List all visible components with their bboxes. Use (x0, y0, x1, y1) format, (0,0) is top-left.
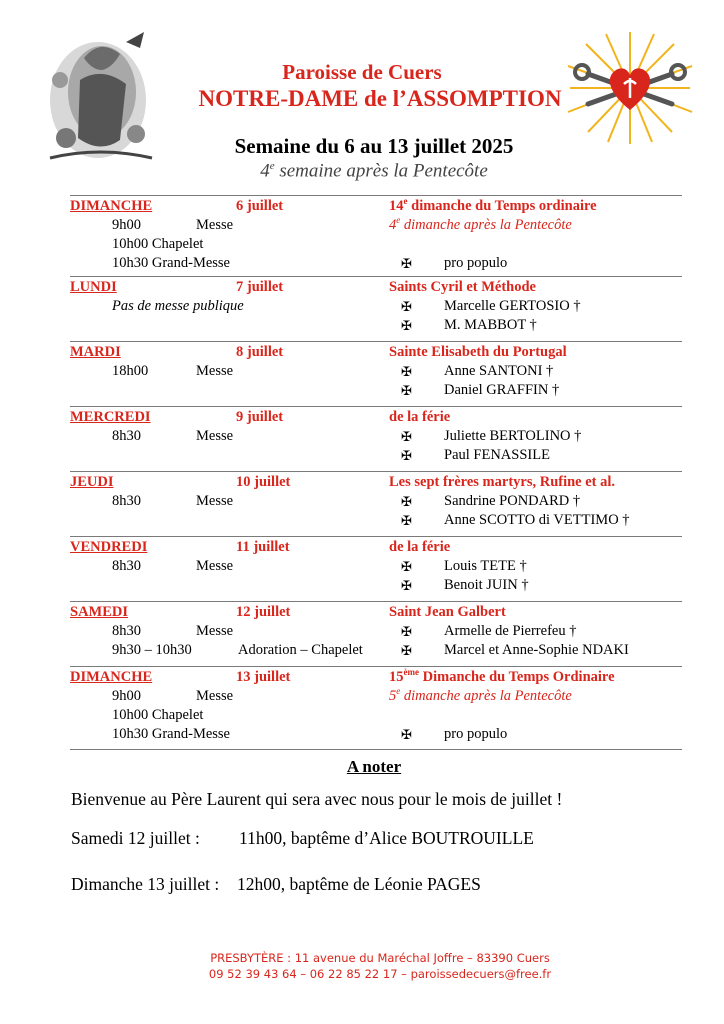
day-date: 10 juillet (236, 474, 291, 490)
mass-intention: Armelle de Pierrefeu † (444, 623, 577, 639)
day-name: JEUDI (70, 474, 114, 490)
day-date: 9 juillet (236, 409, 284, 425)
mass-intention: Paul FENASSILE (444, 447, 550, 463)
day-row-saturday (70, 601, 682, 666)
day-name: DIMANCHE (70, 669, 153, 685)
grand-mass-line: 10h30 Grand-Messe (112, 726, 230, 742)
feast-title: Les sept frères martyrs, Rufine et al. (389, 474, 616, 490)
day-row-monday (70, 276, 682, 341)
cross-icon: ✠ (401, 578, 412, 593)
day-row-tuesday (70, 341, 682, 406)
baptism-date: Dimanche 13 juillet : (71, 874, 220, 894)
feast-title: de la férie (389, 409, 451, 425)
mass-intention: Marcelle GERTOSIO † (444, 298, 581, 314)
day-name: DIMANCHE (70, 198, 153, 214)
cross-icon: ✠ (401, 494, 412, 509)
cross-icon: ✠ (401, 643, 412, 658)
cross-icon: ✠ (401, 318, 412, 333)
day-name: MERCREDI (70, 409, 151, 425)
mass-label: Messe (196, 493, 234, 509)
mass-label: Messe (196, 363, 234, 379)
cross-icon: ✠ (401, 364, 412, 379)
mass-time: 18h00 (112, 363, 149, 379)
mass-intention: pro populo (444, 255, 508, 271)
baptism-date: Samedi 12 juillet : (71, 828, 200, 848)
day-name: LUNDI (70, 279, 117, 295)
mass-time: 8h30 (112, 428, 141, 444)
cross-icon: ✠ (401, 383, 412, 398)
cross-icon: ✠ (401, 429, 412, 444)
day-name: VENDREDI (70, 539, 148, 555)
mass-intention: pro populo (444, 726, 508, 742)
mass-intention: Anne SANTONI † (444, 363, 554, 379)
feast-title: 14e dimanche du Temps ordinaire (389, 196, 597, 214)
feast-subtitle: 4e dimanche après la Pentecôte (389, 215, 572, 233)
baptism-text: 12h00, baptême de Léonie PAGES (237, 874, 481, 894)
feast-subtitle: 5e dimanche après la Pentecôte (389, 686, 572, 704)
feast-title: 15ème Dimanche du Temps Ordinaire (389, 667, 615, 685)
cross-icon: ✠ (401, 727, 412, 742)
mass-intention: Sandrine PONDARD † (444, 493, 581, 509)
grand-mass-line: 10h30 Grand-Messe (112, 255, 230, 271)
day-date: 11 juillet (236, 539, 290, 555)
day-row-thursday (70, 471, 682, 536)
feast-title: de la férie (389, 539, 451, 555)
mass-label: Messe (196, 428, 234, 444)
day-date: 12 juillet (236, 604, 291, 620)
weekly-schedule (70, 195, 682, 750)
cross-icon: ✠ (401, 299, 412, 314)
mass-time: 8h30 (112, 493, 141, 509)
feast-title: Sainte Elisabeth du Portugal (389, 344, 567, 360)
week-title: Semaine du 6 au 13 juillet 2025 (234, 134, 514, 158)
parish-name: Paroisse de Cuers (282, 60, 442, 84)
mass-intention: Marcel et Anne-Sophie NDAKI (444, 642, 629, 658)
welcome-note: Bienvenue au Père Laurent qui sera avec nous pour le mois de juillet ! (71, 789, 563, 809)
baptism-text: 11h00, baptême d’Alice BOUTROUILLE (239, 828, 534, 848)
day-date: 8 juillet (236, 344, 284, 360)
day-row-wednesday (70, 406, 682, 471)
day-date: 6 juillet (236, 198, 284, 214)
footer-address: PRESBYTÈRE : 11 avenue du Maréchal Joffre – 83390 Cuers (210, 951, 550, 965)
week-subtitle: 4e semaine après la Pentecôte (260, 160, 488, 182)
cross-icon: ✠ (401, 624, 412, 639)
mass-label: Messe (196, 688, 234, 704)
mass-intention: Louis TETE † (444, 558, 527, 574)
adoration-label: Adoration – Chapelet (238, 642, 363, 658)
cross-icon: ✠ (401, 559, 412, 574)
chapelet-line: 10h00 Chapelet (112, 236, 204, 252)
day-date: 13 juillet (236, 669, 291, 685)
cross-icon: ✠ (401, 513, 412, 528)
day-row-sunday-13 (70, 666, 682, 750)
mass-intention: M. MABBOT † (444, 317, 537, 333)
mass-time: 8h30 (112, 623, 141, 639)
adoration-time: 9h30 – 10h30 (112, 642, 192, 658)
mass-label: Messe (196, 217, 234, 233)
chapelet-line: 10h00 Chapelet (112, 707, 204, 723)
mass-time: 9h00 (112, 217, 141, 233)
mass-intention: Anne SCOTTO di VETTIMO † (444, 512, 630, 528)
footer-contact: 09 52 39 43 64 – 06 22 85 22 17 – paroissedecuers@free.fr (208, 967, 552, 981)
day-date: 7 juillet (236, 279, 284, 295)
mass-label: Messe (196, 623, 234, 639)
day-name: MARDI (70, 344, 121, 360)
feast-title: Saint Jean Galbert (389, 604, 506, 620)
cross-icon: ✠ (401, 448, 412, 463)
mass-time: 8h30 (112, 558, 141, 574)
cross-icon: ✠ (401, 256, 412, 271)
no-mass-note: Pas de messe publique (112, 298, 244, 314)
notes-title: A noter (346, 757, 402, 776)
mass-intention: Juliette BERTOLINO † (444, 428, 582, 444)
feast-title: Saints Cyril et Méthode (389, 279, 536, 295)
church-name: NOTRE-DAME de l’ASSOMPTION (198, 86, 562, 111)
day-name: SAMEDI (70, 604, 129, 620)
day-row-sunday-6 (70, 195, 682, 276)
mass-intention: Daniel GRAFFIN † (444, 382, 560, 398)
day-row-friday (70, 536, 682, 601)
mass-time: 9h00 (112, 688, 141, 704)
mass-intention: Benoit JUIN † (444, 577, 529, 593)
mass-label: Messe (196, 558, 234, 574)
